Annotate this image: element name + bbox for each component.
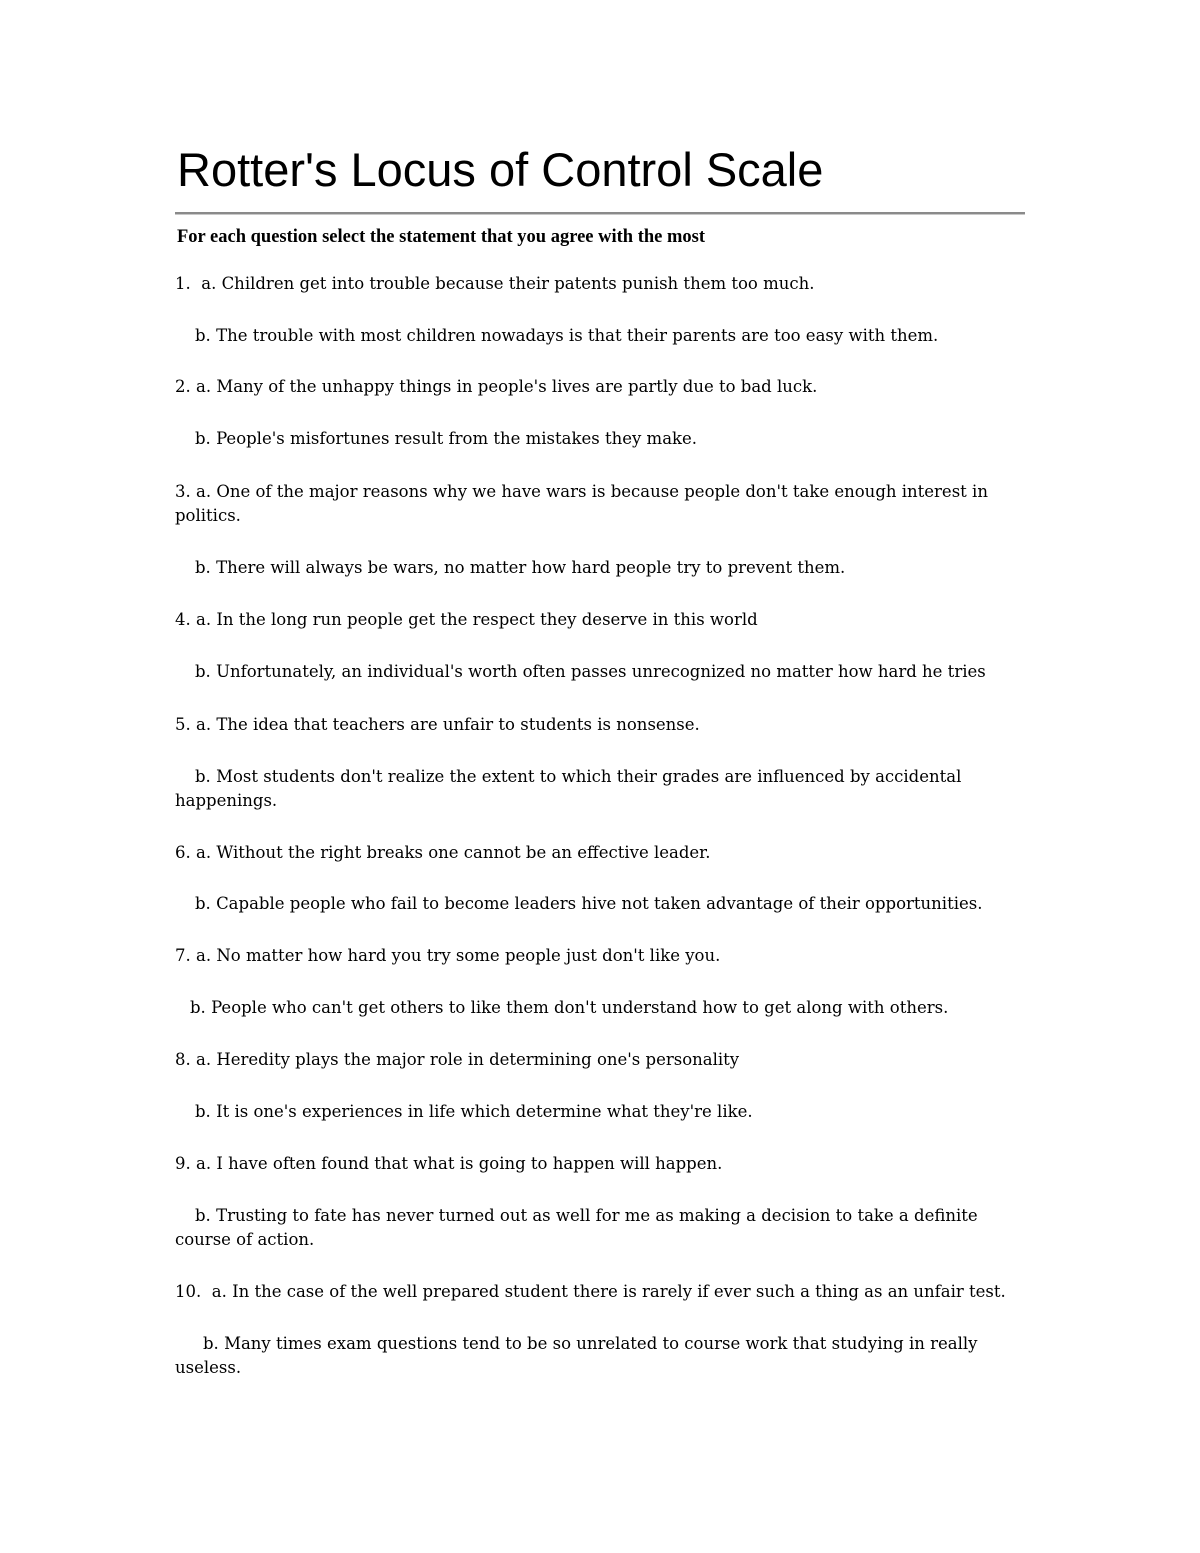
question-10-option-b-marker: b. (203, 1334, 225, 1353)
question-3-option-b-text: There will always be wars, no matter how hard people try to prevent them. (216, 558, 846, 577)
question-3-option-a-marker: 3. a. (175, 482, 217, 501)
question-3-option-b (175, 556, 1025, 580)
question-8-option-a-text: Heredity plays the major role in determining one's personality (216, 1050, 740, 1069)
question-8-option-b-text: It is one's experiences in life which determine what they're like. (216, 1102, 753, 1121)
question-2-option-b-text: People's misfortunes result from the mistakes they make. (216, 429, 698, 448)
question-6-option-b (175, 892, 1025, 916)
question-2-option-b-marker: b. (195, 429, 217, 448)
question-5-option-a-marker: 5. a. (175, 715, 217, 734)
question-1-option-b-text: The trouble with most children nowadays is that their parents are too easy with them. (216, 326, 939, 345)
question-2-option-b (175, 427, 1025, 451)
question-1-option-a-marker: 1. a. (175, 274, 222, 293)
question-7-option-a-text: No matter how hard you try some people just don't like you. (216, 946, 721, 965)
title-divider (175, 212, 1025, 215)
instructions: For each question select the statement that you agree with the most (177, 227, 706, 247)
question-7-option-a-marker: 7. a. (175, 946, 217, 965)
question-1-option-b (175, 324, 1025, 348)
question-6-option-b-text: Capable people who fail to become leaders hive not taken advantage of their opportunities. (216, 894, 983, 913)
question-4-option-b (175, 660, 1025, 684)
question-9-option-b-text: Trusting to fate has never turned out as well for me as making a decision to take a definite course of action. (175, 1206, 978, 1249)
question-7-option-a (175, 944, 1025, 968)
question-9-option-a-text: I have often found that what is going to happen will happen. (216, 1154, 723, 1173)
question-3-option-a-text: One of the major reasons why we have wars is because people don't take enough interest in politics. (175, 482, 988, 525)
question-5-option-a (175, 713, 1025, 737)
question-8-option-a-marker: 8. a. (175, 1050, 217, 1069)
question-5-option-b-text: Most students don't realize the extent to which their grades are influenced by accidental happenings. (175, 767, 962, 810)
question-1-option-a-text: Children get into trouble because their patents punish them too much. (221, 274, 815, 293)
question-6-option-a (175, 841, 1025, 865)
question-5-option-b-marker: b. (195, 767, 217, 786)
question-1-option-b-marker: b. (195, 326, 217, 345)
question-4-option-a (175, 608, 1025, 632)
question-4-option-b-marker: b. (195, 662, 217, 681)
question-10-option-a-text: In the case of the well prepared student there is rarely if ever such a thing as an unfair test. (232, 1282, 1006, 1301)
question-8-option-b-marker: b. (195, 1102, 217, 1121)
question-10-option-b (175, 1332, 1025, 1380)
question-9-option-a (175, 1152, 1025, 1176)
question-9-option-b-marker: b. (195, 1206, 217, 1225)
question-4-option-a-marker: 4. a. (175, 610, 217, 629)
question-6-option-b-marker: b. (195, 894, 217, 913)
question-7-option-b-text: People who can't get others to like them don't understand how to get along with others. (211, 998, 949, 1017)
question-7-option-b-marker: b. (190, 998, 212, 1017)
question-7-option-b (175, 996, 1025, 1020)
question-2-option-a-text: Many of the unhappy things in people's lives are partly due to bad luck. (216, 377, 818, 396)
question-2-option-a-marker: 2. a. (175, 377, 217, 396)
question-2-option-a (175, 375, 1025, 399)
question-4-option-b-text: Unfortunately, an individual's worth often passes unrecognized no matter how hard he tries (216, 662, 986, 681)
question-8-option-b (175, 1100, 1025, 1124)
question-5-option-b (175, 765, 1025, 813)
question-3-option-a (175, 480, 1025, 528)
question-10-option-b-text: Many times exam questions tend to be so unrelated to course work that studying in really useless. (175, 1334, 978, 1377)
question-9-option-a-marker: 9. a. (175, 1154, 217, 1173)
question-10-option-a (175, 1280, 1025, 1304)
question-3-option-b-marker: b. (195, 558, 217, 577)
question-10-option-a-marker: 10. a. (175, 1282, 233, 1301)
question-1-option-a (175, 272, 1025, 296)
question-4-option-a-text: In the long run people get the respect they deserve in this world (216, 610, 758, 629)
question-6-option-a-text: Without the right breaks one cannot be an effective leader. (216, 843, 711, 862)
question-5-option-a-text: The idea that teachers are unfair to students is nonsense. (216, 715, 700, 734)
page-title: Rotter's Locus of Control Scale (177, 143, 824, 196)
question-8-option-a (175, 1048, 1025, 1072)
question-9-option-b (175, 1204, 1025, 1252)
question-6-option-a-marker: 6. a. (175, 843, 217, 862)
